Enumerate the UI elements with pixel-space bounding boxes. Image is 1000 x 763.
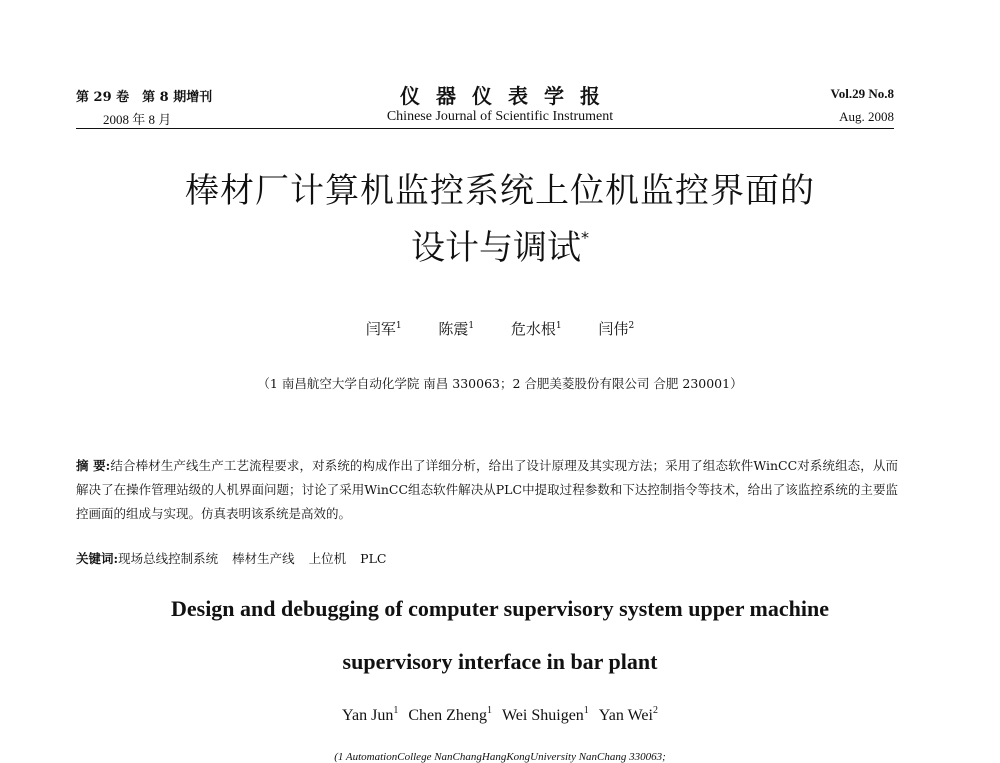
author-en: Yan Jun$^1$ — [342, 705, 399, 724]
abstract-cn — [76, 454, 898, 526]
header-rule — [76, 128, 894, 129]
author-list-cn — [0, 318, 1000, 339]
date-cn: 2008 年 8 月 — [103, 112, 172, 127]
author: 陈震$^1$ — [438, 320, 475, 338]
keywords-cn — [76, 549, 400, 567]
title-footnote-mark: * — [581, 228, 589, 247]
author: 危水根$^1$ — [510, 320, 562, 338]
abstract-text: 结合棒材生产线生产工艺流程要求，对系统的构成作出了详细分析，给出了设计原理及其实现方法；采用了组态软件WinCC对系统组态，从而解决了在操作管理站级的人机界面问题；讨论了采用WinCC组态软件解决从PLC中提取过程参数和下达控制指令等技术，给出了该监控系统的主要监控画面的组成与实现。仿真表明该系统是高效的。 — [76, 458, 899, 521]
volume-issue-cn: 第 29 卷 第 8 期增刊 — [76, 90, 213, 105]
keyword: 上位机 — [308, 551, 347, 566]
affiliation-en: (1 AutomationCollege NanChangHangKongUniversity NanChang 330063; — [334, 751, 666, 763]
journal-title-en: Chinese Journal of Scientific Instrument — [386, 109, 614, 124]
paper-title-en-line2: supervisory interface in bar plant — [342, 649, 658, 674]
author-en: Wei Shuigen$^1$ — [501, 705, 589, 724]
paper-title-line2: 设计与调试* — [411, 228, 589, 268]
volume-issue-en: Vol.29 No.8 — [830, 86, 894, 101]
author-en: Chen Zheng$^1$ — [408, 705, 492, 724]
author-en: Yan Wei$^2$ — [598, 705, 658, 724]
author-list-en — [0, 705, 1000, 725]
keyword: PLC — [360, 551, 387, 566]
date-en: Aug. 2008 — [839, 109, 894, 124]
keyword: 现场总线控制系统 — [118, 551, 219, 566]
author: 闫军$^1$ — [365, 320, 402, 338]
keyword: 棒材生产线 — [232, 551, 295, 566]
keywords-label: 关键词: — [76, 551, 119, 566]
author: 闫伟$^2$ — [598, 320, 635, 338]
journal-title-cn: 仪器仪表学报 — [400, 84, 616, 108]
paper-title-line1: 棒材厂计算机监控系统上位机监控界面的 — [185, 171, 815, 211]
abstract-label: 摘 要: — [76, 458, 111, 473]
affiliation-cn: （1 南昌航空大学自动化学院 南昌 330063；2 合肥美菱股份有限公司 合肥 230001） — [257, 376, 743, 391]
paper-title-en-line1: Design and debugging of computer supervisory system upper machine — [170, 596, 829, 621]
